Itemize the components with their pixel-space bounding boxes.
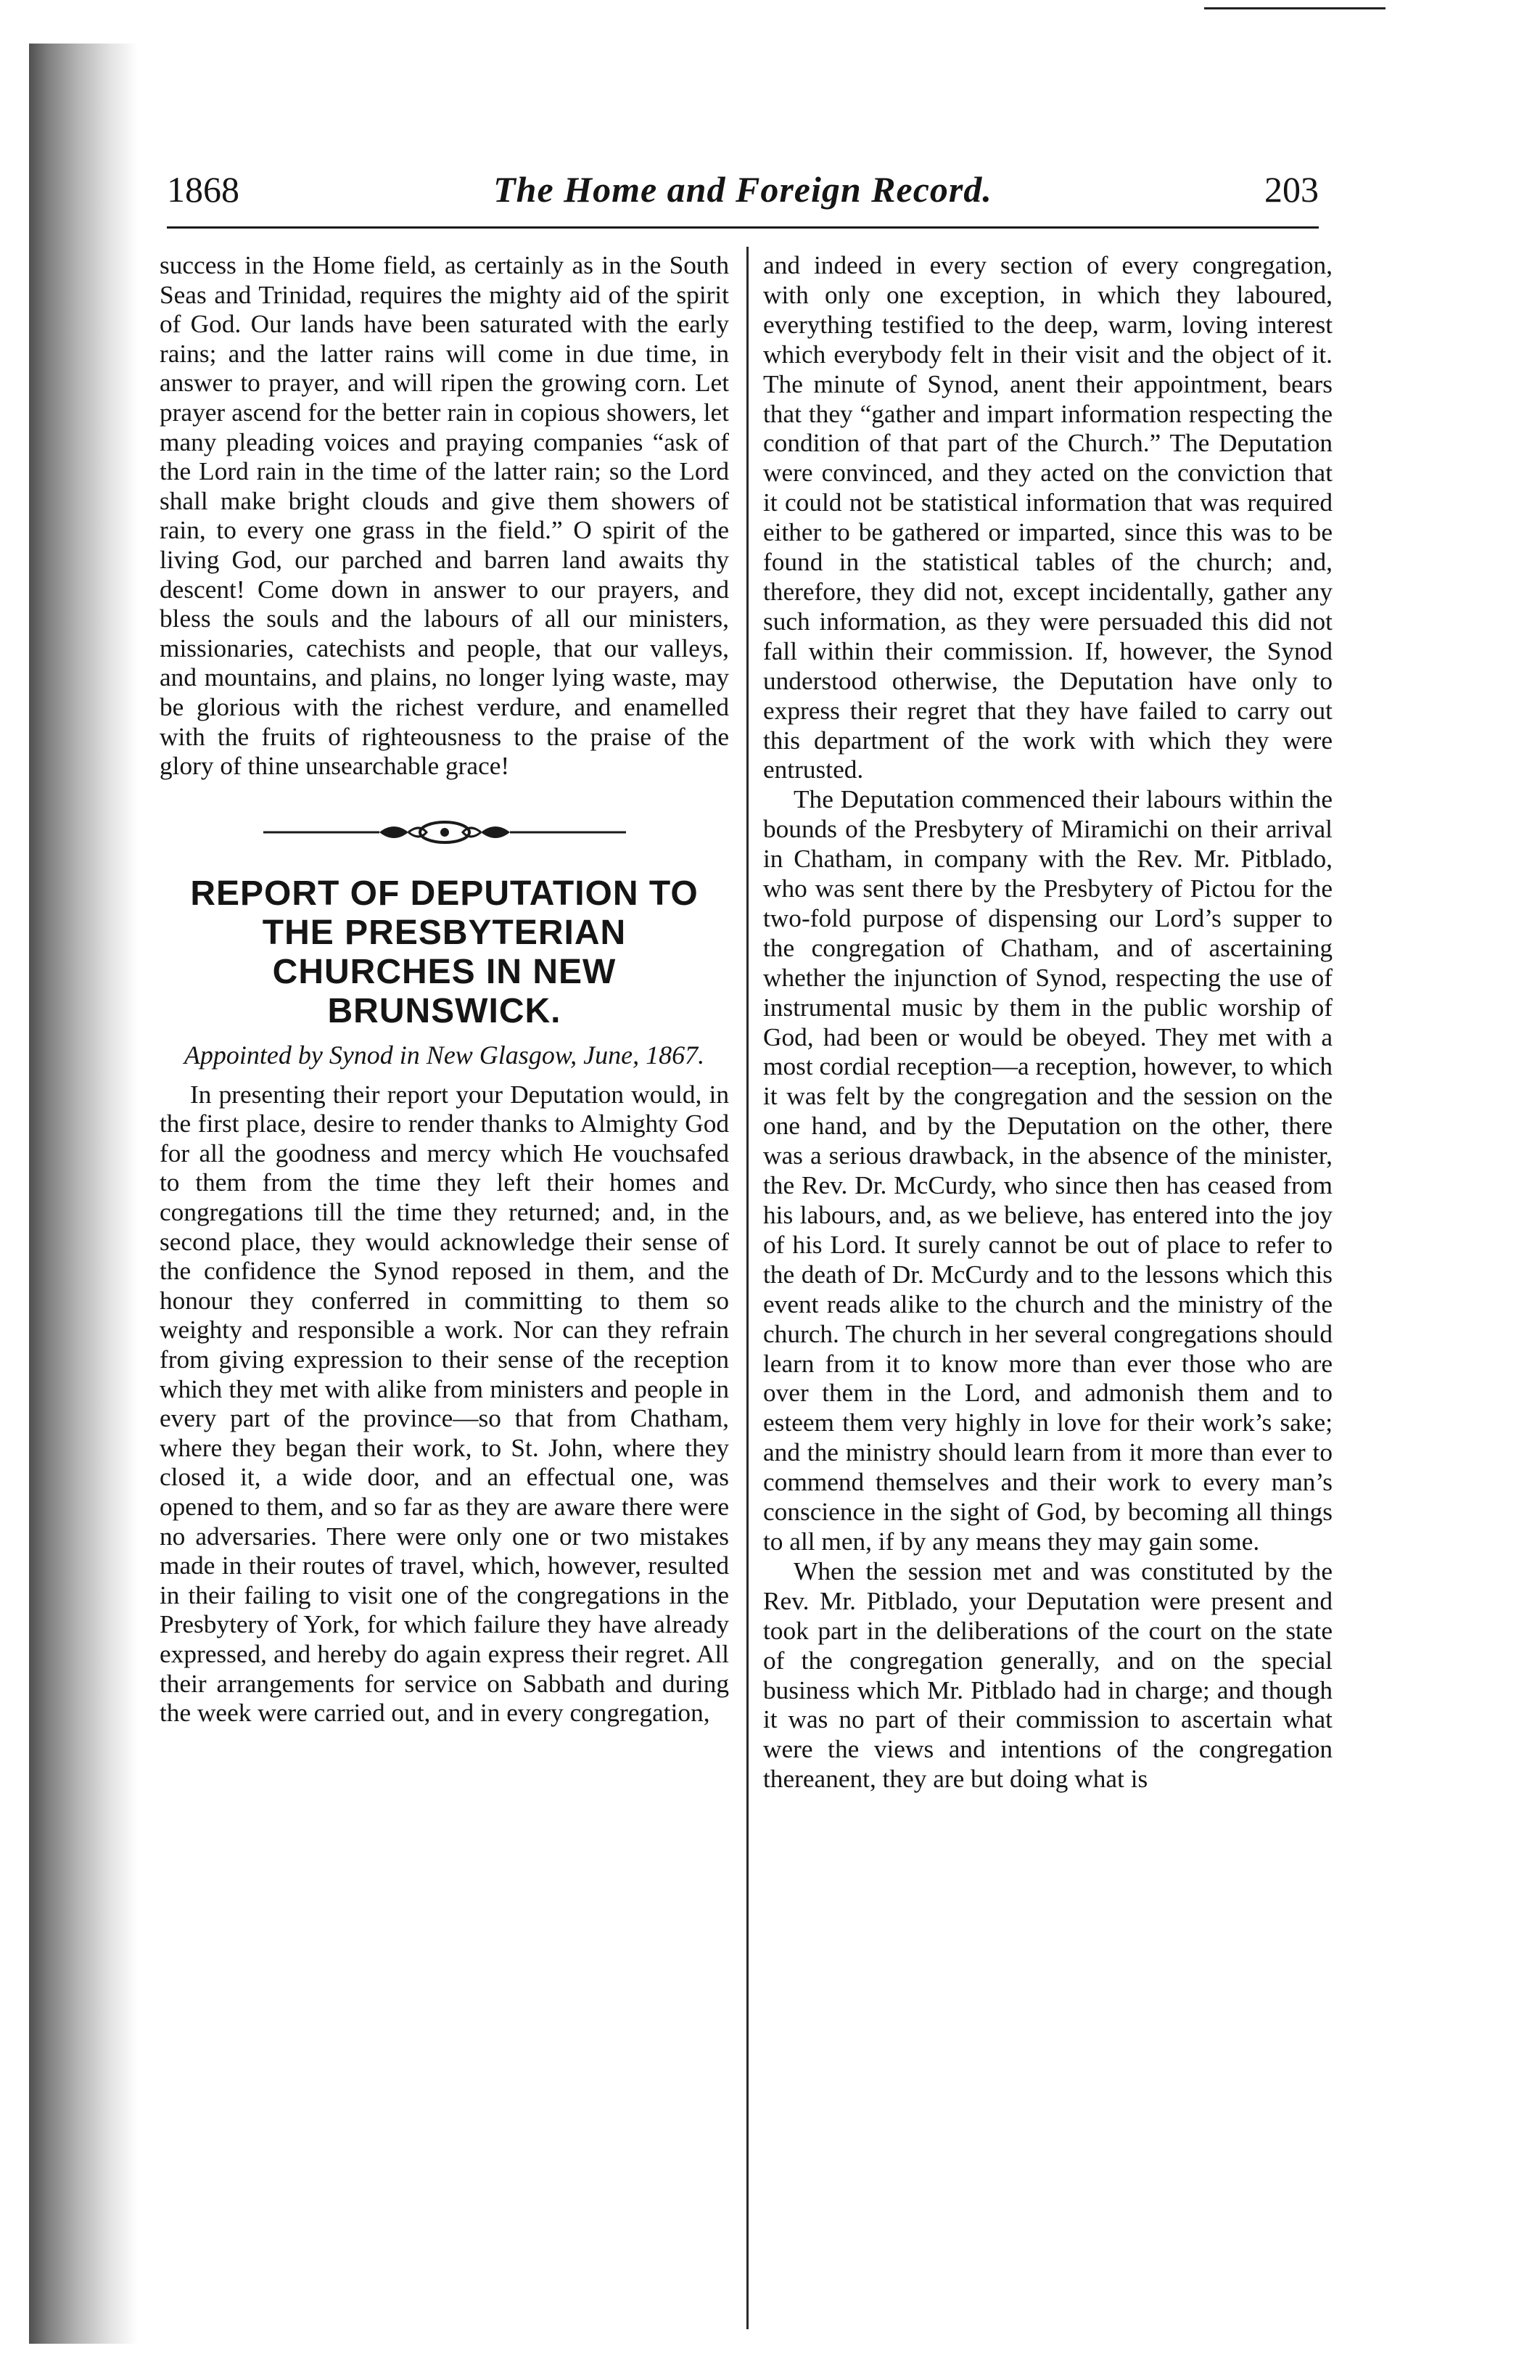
running-header bbox=[167, 168, 1319, 219]
continuation-paragraph: success in the Home field, as certainly as in the South Seas and Trinidad, requires the mighty aid of the spirit of God. Our lands have been saturated with the early rains; and the latter rains will come in due time, in answer to prayer, and will ripen the growing corn. Let prayer ascend for the better rain in copious showers, let many pleading voices and praying companies “ask of the Lord rain in the time of the latter rain; so the Lord shall make bright clouds and give them showers of rain, to every one grass in the field.” O spirit of the living God, our parched and barren land awaits thy descent! Come down in answer to our prayers, and bless the souls and the labours of all our ministers, missionaries, catechists and people, that our valleys, and mountains, and plains, no longer lying waste, may be glorious with the richest verdure, and enamelled with the fruits of righteousness to the praise of the glory of thine unsearchable grace! bbox=[160, 251, 729, 781]
paragraph-chatham: The Deputation commenced their labours within the bounds of the Presbytery of Miramichi on their arrival in Chatham, in company with the Rev. Mr. Pitblado, who was sent there by the Presbytery of Pictou for the two-fold purpose of dispensing our Lord’s supper to the congregation of Chatham, and of ascertaining whether the injunction of Synod, respecting the use of instrumental music by them in the public worship of God, had been or would be obeyed. They met with a most cordial reception—a reception, however, to which it was felt by the congregation and the session on the one hand, and by the Deputation on the other, there was a serious drawback, in the absence of the minister, the Rev. Dr. McCurdy, who since then has ceased from his labours, and, as we believe, has entered into the joy of his Lord. It surely cannot be out of place to refer to the death of Dr. McCurdy and to the lessons which this event reads alike to the church and the ministry of the church. The church in her several congregations should learn from it to know more than ever those who are over them in the Lord, and admonish them and to esteem them very highly in love for their work’s sake; and the ministry should learn from it more than ever to commend themselves and their work to every man’s conscience in the sight of God, by becoming all things to all men, if by any means they may gain some. bbox=[763, 785, 1333, 1556]
report-paragraph: In presenting their report your Deputation would, in the first place, desire to render thanks to Almighty God for all the goodness and mercy which He vouchsafed to them from the time they left their homes and congregations till the time they returned; and, in the second place, they would acknowledge their sense of the confidence the Synod reposed in them, and the honour they conferred in committing to them so weighty and responsible a work. Nor can they refrain from giving expression to their sense of the reception which they met with alike from ministers and people in every part of the province—so that from Chatham, where they began their work, to St. John, where they closed it, a wide door, and an effectual one, was opened to them, and so far as they are aware there were no adversaries. There were only one or two mistakes made in their routes of travel, which, however, resulted in their failing to visit one of the congregations in the Presbytery of York, for which failure they have already expressed, and hereby do again express their regret. All their arrangements for service on Sabbath and during the week were carried out, and in every congregation, bbox=[160, 1080, 729, 1728]
masthead-title: The Home and Foreign Record. bbox=[493, 169, 992, 210]
report-title: REPORT OF DEPUTATION TO THE PRESBYTERIAN CHURCHES IN NEW BRUNSWICK. bbox=[190, 874, 699, 1030]
header-rule bbox=[167, 226, 1319, 229]
right-column bbox=[763, 251, 1333, 1794]
left-column bbox=[160, 251, 729, 1728]
paragraph-continuation: and indeed in every section of every congregation, with only one exception, in which they laboured, everything testified to the deep, warm, loving interest which everybody felt in their visit and the object of it. The minute of Synod, anent their appointment, bears that they “gather and impart information respecting the condition of that part of the Church.” The Deputation were convinced, and they acted on the conviction that it could not be statistical information that was required either to be gathered or imparted, since this was to be found in the statistical tables of the church; and, therefore, they did not, except incidentally, gather any such information, as they were persuaded this did not fall within their commission. If, however, the Synod understood otherwise, the Deputation have only to express their regret that they have failed to carry out this department of the work with which they were entrusted. bbox=[763, 251, 1333, 784]
column-divider bbox=[746, 247, 749, 2329]
report-subtitle: Appointed by Synod in New Glasgow, June, 1867. bbox=[184, 1040, 705, 1070]
header-year: 1868 bbox=[167, 169, 239, 210]
page-number: 203 bbox=[1264, 169, 1319, 210]
paragraph-session: When the session met and was constituted by the Rev. Mr. Pitblado, your Deputation were present and took part in the deliberations of the court on the state of the congregation generally, and on the special business which Mr. Pitblado had in charge; and though it was no part of their commission to ascertain what were the views and intentions of the congregation thereanent, they are but doing what is bbox=[763, 1556, 1333, 1794]
ornament-divider-icon bbox=[263, 818, 626, 847]
page-edge-shadow bbox=[29, 44, 138, 2344]
top-rule bbox=[1204, 7, 1385, 9]
